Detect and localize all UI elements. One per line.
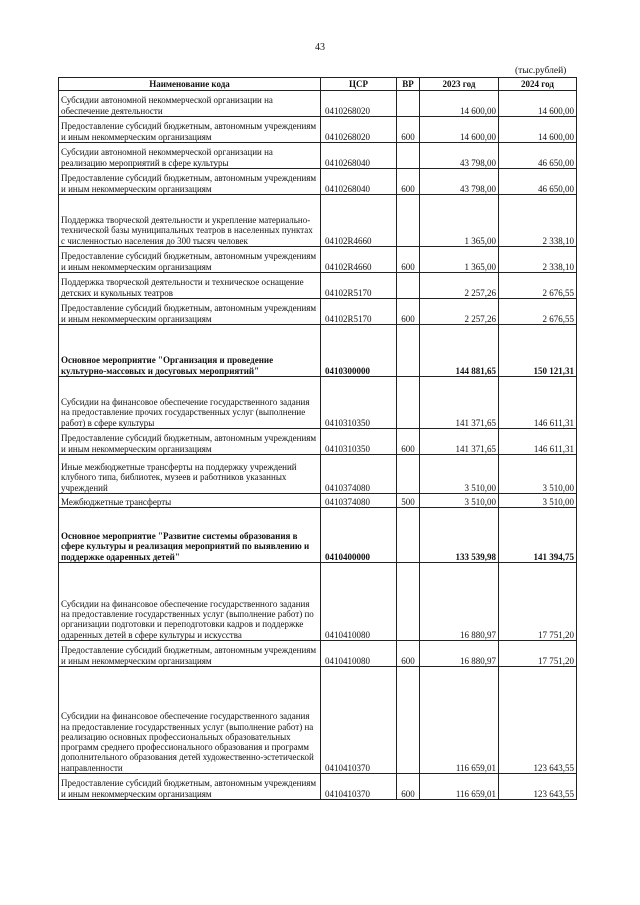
row-csr-cell: 0410300000 bbox=[321, 325, 397, 377]
row-csr-cell: 04102R4660 bbox=[321, 195, 397, 247]
row-2023-cell: 16 880,97 bbox=[420, 563, 499, 641]
row-vr-cell bbox=[397, 563, 420, 641]
table-row bbox=[59, 325, 577, 377]
table-row bbox=[59, 563, 577, 641]
header-vr: ВР bbox=[397, 78, 420, 91]
table-row bbox=[59, 273, 577, 299]
header-name: Наименование кода bbox=[59, 78, 321, 91]
row-2023-cell: 14 600,00 bbox=[420, 117, 499, 143]
table-body bbox=[59, 91, 577, 800]
table-row bbox=[59, 299, 577, 325]
row-2023-cell: 14 600,00 bbox=[420, 91, 499, 117]
row-2024-cell: 17 751,20 bbox=[499, 563, 577, 641]
table-row bbox=[59, 508, 577, 563]
row-2024-cell: 46 650,00 bbox=[499, 143, 577, 169]
row-vr-cell: 600 bbox=[397, 247, 420, 273]
row-2023-cell: 141 371,65 bbox=[420, 377, 499, 429]
row-vr-cell: 600 bbox=[397, 774, 420, 800]
table-row bbox=[59, 429, 577, 455]
row-2023-cell: 141 371,65 bbox=[420, 429, 499, 455]
row-csr-cell: 04102R5170 bbox=[321, 273, 397, 299]
row-vr-cell: 600 bbox=[397, 429, 420, 455]
row-2023-cell: 43 798,00 bbox=[420, 169, 499, 195]
row-name-cell: Субсидии на финансовое обеспечение государственного задания на предоставление государственных услуг (выполнение работ) на реализацию основных профессиональных образовательных программ среднего профессионального образования и программ дополнительного образования детей художественно-эстетической направленности bbox=[59, 667, 321, 774]
row-name-cell: Субсидии на финансовое обеспечение государственного задания на предоставление прочих государственных услуг (выполнение работ) в сфере культуры bbox=[59, 377, 321, 429]
row-2023-cell: 116 659,01 bbox=[420, 667, 499, 774]
row-vr-cell: 600 bbox=[397, 169, 420, 195]
row-name-cell: Субсидии на финансовое обеспечение государственного задания на предоставление государственных услуг (выполнение работ) по организации подготовки и переподготовки кадров и поддержке одаренных детей в сфере культуры и искусства bbox=[59, 563, 321, 641]
row-2024-cell: 150 121,31 bbox=[499, 325, 577, 377]
row-vr-cell: 500 bbox=[397, 494, 420, 508]
row-csr-cell: 0410374080 bbox=[321, 494, 397, 508]
row-2023-cell: 43 798,00 bbox=[420, 143, 499, 169]
row-name-cell: Основное мероприятие "Организация и проведение культурно-массовых и досуговых мероприятий" bbox=[59, 325, 321, 377]
row-2024-cell: 2 676,55 bbox=[499, 273, 577, 299]
row-vr-cell: 600 bbox=[397, 299, 420, 325]
row-csr-cell: 0410400000 bbox=[321, 508, 397, 563]
row-name-cell: Субсидии автономной некоммерческой организации на реализацию мероприятий в сфере культуры bbox=[59, 143, 321, 169]
row-csr-cell: 0410310350 bbox=[321, 377, 397, 429]
header-csr: ЦСР bbox=[321, 78, 397, 91]
row-2023-cell: 16 880,97 bbox=[420, 641, 499, 667]
row-2024-cell: 14 600,00 bbox=[499, 91, 577, 117]
table-row bbox=[59, 641, 577, 667]
row-name-cell: Предоставление субсидий бюджетным, автономным учреждениям и иным некоммерческим организациям bbox=[59, 117, 321, 143]
row-2024-cell: 141 394,75 bbox=[499, 508, 577, 563]
table-row bbox=[59, 117, 577, 143]
row-vr-cell bbox=[397, 325, 420, 377]
row-2024-cell: 17 751,20 bbox=[499, 641, 577, 667]
row-name-cell: Основное мероприятие "Развитие системы образования в сфере культуры и реализация мероприятий по выявлению и поддержке одаренных детей" bbox=[59, 508, 321, 563]
row-vr-cell bbox=[397, 143, 420, 169]
row-name-cell: Предоставление субсидий бюджетным, автономным учреждениям и иным некоммерческим организациям bbox=[59, 247, 321, 273]
row-2024-cell: 2 676,55 bbox=[499, 299, 577, 325]
row-name-cell: Предоставление субсидий бюджетным, автономным учреждениям и иным некоммерческим организациям bbox=[59, 169, 321, 195]
table-row bbox=[59, 143, 577, 169]
row-name-cell: Иные межбюджетные трансферты на поддержку учреждений клубного типа, библиотек, музеев и работников указанных учреждений bbox=[59, 455, 321, 494]
row-vr-cell bbox=[397, 455, 420, 494]
row-2024-cell: 3 510,00 bbox=[499, 455, 577, 494]
row-csr-cell: 0410268020 bbox=[321, 117, 397, 143]
table-row bbox=[59, 195, 577, 247]
row-2024-cell: 146 611,31 bbox=[499, 429, 577, 455]
row-name-cell: Предоставление субсидий бюджетным, автономным учреждениям и иным некоммерческим организациям bbox=[59, 299, 321, 325]
row-2024-cell: 146 611,31 bbox=[499, 377, 577, 429]
row-vr-cell bbox=[397, 91, 420, 117]
row-vr-cell: 600 bbox=[397, 641, 420, 667]
header-2023: 2023 год bbox=[420, 78, 499, 91]
row-csr-cell: 0410310350 bbox=[321, 429, 397, 455]
row-vr-cell bbox=[397, 377, 420, 429]
row-csr-cell: 0410410370 bbox=[321, 667, 397, 774]
row-2024-cell: 123 643,55 bbox=[499, 774, 577, 800]
row-name-cell: Поддержка творческой деятельности и техническое оснащение детских и кукольных театров bbox=[59, 273, 321, 299]
row-vr-cell: 600 bbox=[397, 117, 420, 143]
row-2024-cell: 2 338,10 bbox=[499, 247, 577, 273]
row-name-cell: Межбюджетные трансферты bbox=[59, 494, 321, 508]
header-2024: 2024 год bbox=[499, 78, 577, 91]
row-csr-cell: 04102R5170 bbox=[321, 299, 397, 325]
row-csr-cell: 0410268040 bbox=[321, 169, 397, 195]
row-2024-cell: 3 510,00 bbox=[499, 494, 577, 508]
table-row bbox=[59, 667, 577, 774]
row-vr-cell bbox=[397, 273, 420, 299]
row-csr-cell: 0410268020 bbox=[321, 91, 397, 117]
row-2024-cell: 46 650,00 bbox=[499, 169, 577, 195]
row-csr-cell: 0410268040 bbox=[321, 143, 397, 169]
row-2023-cell: 116 659,01 bbox=[420, 774, 499, 800]
row-2023-cell: 1 365,00 bbox=[420, 195, 499, 247]
table-row bbox=[59, 494, 577, 508]
row-name-cell: Поддержка творческой деятельности и укрепление материально-технической базы муниципальных театров в населенных пунктах с численностью населения до 300 тысяч человек bbox=[59, 195, 321, 247]
row-2024-cell: 14 600,00 bbox=[499, 117, 577, 143]
row-2023-cell: 133 539,98 bbox=[420, 508, 499, 563]
table-row bbox=[59, 91, 577, 117]
page-number: 43 bbox=[315, 42, 325, 53]
row-name-cell: Субсидии автономной некоммерческой организации на обеспечение деятельности bbox=[59, 91, 321, 117]
table-row bbox=[59, 774, 577, 800]
row-csr-cell: 0410410080 bbox=[321, 563, 397, 641]
row-csr-cell: 04102R4660 bbox=[321, 247, 397, 273]
row-vr-cell bbox=[397, 195, 420, 247]
row-csr-cell: 0410410080 bbox=[321, 641, 397, 667]
row-2023-cell: 1 365,00 bbox=[420, 247, 499, 273]
row-name-cell: Предоставление субсидий бюджетным, автономным учреждениям и иным некоммерческим организациям bbox=[59, 774, 321, 800]
row-csr-cell: 0410410370 bbox=[321, 774, 397, 800]
row-name-cell: Предоставление субсидий бюджетным, автономным учреждениям и иным некоммерческим организациям bbox=[59, 641, 321, 667]
table-row bbox=[59, 377, 577, 429]
row-2023-cell: 2 257,26 bbox=[420, 273, 499, 299]
budget-table bbox=[58, 77, 577, 800]
row-csr-cell: 0410374080 bbox=[321, 455, 397, 494]
row-vr-cell bbox=[397, 508, 420, 563]
table-row bbox=[59, 247, 577, 273]
table-row bbox=[59, 455, 577, 494]
row-2023-cell: 2 257,26 bbox=[420, 299, 499, 325]
row-2023-cell: 3 510,00 bbox=[420, 455, 499, 494]
row-2023-cell: 3 510,00 bbox=[420, 494, 499, 508]
units-label: (тыс.рублей) bbox=[515, 66, 567, 76]
row-2024-cell: 123 643,55 bbox=[499, 667, 577, 774]
table-header-row bbox=[59, 78, 577, 91]
table-row bbox=[59, 169, 577, 195]
row-2024-cell: 2 338,10 bbox=[499, 195, 577, 247]
row-name-cell: Предоставление субсидий бюджетным, автономным учреждениям и иным некоммерческим организациям bbox=[59, 429, 321, 455]
row-vr-cell bbox=[397, 667, 420, 774]
row-2023-cell: 144 881,65 bbox=[420, 325, 499, 377]
